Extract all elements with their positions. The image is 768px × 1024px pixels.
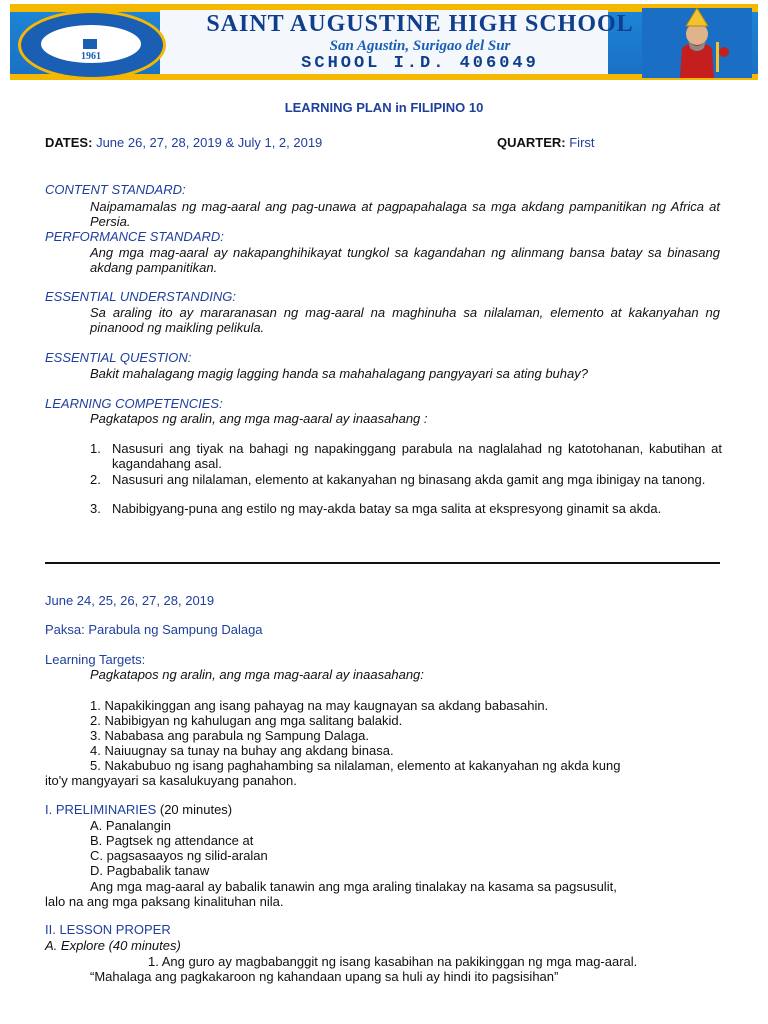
content-standard-text: Naipamamalas ng mag-aaral ang pag-unawa at pagpapahalaga sa mga akdang pampanitikan ng Africa at Persia. (90, 199, 720, 229)
list-item: Nabibigyang-puna ang estilo ng may-akda batay sa mga salita at ekspresyong ginamit sa akda. (112, 501, 662, 516)
prelim-item: C. pagsasaayos ng silid-aralan (90, 848, 268, 863)
quarter-value: First (569, 135, 595, 150)
lesson-proper-heading: II. LESSON PROPER (45, 922, 171, 937)
essential-understanding-heading: ESSENTIAL UNDERSTANDING: (45, 289, 236, 304)
school-id: SCHOOL I.D. 406049 (301, 54, 539, 73)
target-item-continuation: ito'y mangyayari sa kasalukuyang panahon. (45, 773, 297, 788)
seal-year: 1961 (81, 51, 101, 62)
quarter-label: QUARTER: (497, 135, 566, 150)
dates-row (45, 135, 322, 150)
prelim-item: A. Panalangin (90, 818, 171, 833)
prelim-text: Ang mga mag-aaral ay babalik tanawin ang mga araling tinalakay na kasama sa pagsusulit, (90, 879, 617, 894)
list-item-number: 1. (90, 441, 101, 456)
target-item: 5. Nakabubuo ng isang paghahambing sa nilalaman, elemento at kakanyahan ng akda kung (90, 758, 621, 773)
school-seal-logo (18, 10, 166, 80)
prelim-item: D. Pagbabalik tanaw (90, 863, 210, 878)
target-item: 4. Naiuugnay sa tunay na buhay ang akdang binasa. (90, 743, 394, 758)
explore-heading: A. Explore (40 minutes) (45, 938, 181, 953)
target-item: 3. Nababasa ang parabula ng Sampung Dalaga. (90, 728, 369, 743)
explore-quote: “Mahalaga ang pagkakaroon ng kahandaan upang sa huli ay hindi ito pagsisihan” (90, 969, 559, 984)
explore-line: 1. Ang guro ay magbabanggit ng isang kasabihan na pakikinggan ng mga mag-aaral. (148, 954, 638, 969)
essential-question-heading: ESSENTIAL QUESTION: (45, 350, 192, 365)
dates-label: DATES: (45, 135, 93, 150)
preliminaries-time: (20 minutes) (159, 802, 233, 817)
lesson-dates: June 24, 25, 26, 27, 28, 2019 (45, 593, 215, 608)
list-item: Nasusuri ang nilalaman, elemento at kakanyahan ng binasang akda gamit ang mga ibinigay na tanong. (112, 472, 706, 487)
list-item-number: 3. (90, 501, 101, 516)
preliminaries-heading-row (45, 802, 232, 817)
learning-competencies-heading: LEARNING COMPETENCIES: (45, 396, 223, 411)
saint-augustine-portrait-icon (642, 8, 752, 78)
seal-inner-ring (39, 23, 143, 65)
lesson-topic: Paksa: Parabula ng Sampung Dalaga (45, 622, 263, 637)
learning-targets-intro: Pagkatapos ng aralin, ang mga mag-aaral ay inaasahang: (90, 667, 424, 682)
page-title: LEARNING PLAN in FILIPINO 10 (284, 100, 484, 115)
list-item-number: 2. (90, 472, 101, 487)
quarter-row (497, 135, 595, 150)
school-address: San Agustin, Surigao del Sur (329, 38, 511, 54)
prelim-item: B. Pagtsek ng attendance at (90, 833, 254, 848)
essential-question-text: Bakit mahalagang magig lagging handa sa mahahalagang pangyayari sa ating buhay? (90, 366, 588, 381)
school-name: SAINT AUGUSTINE HIGH SCHOOL (206, 11, 634, 37)
dates-value: June 26, 27, 28, 2019 & July 1, 2, 2019 (96, 135, 323, 150)
prelim-text-continuation: lalo na ang mga paksang kinalituhan nila. (45, 894, 284, 909)
target-item: 1. Napakikinggan ang isang pahayag na may kaugnayan sa akdang babasahin. (90, 698, 549, 713)
target-item: 2. Nabibigyan ng kahulugan ang mga salitang balakid. (90, 713, 403, 728)
list-item: Nasusuri ang tiyak na bahagi ng napakinggang parabula na naglalahad ng katotohanan, kabutihan at kagandahang asal. (112, 441, 722, 471)
learning-competencies-intro: Pagkatapos ng aralin, ang mga mag-aaral ay inaasahang : (90, 411, 428, 426)
school-banner (10, 4, 758, 80)
content-standard-heading: CONTENT STANDARD: (45, 182, 186, 197)
book-icon (83, 39, 97, 49)
performance-standard-heading: PERFORMANCE STANDARD: (45, 229, 224, 244)
preliminaries-heading: I. PRELIMINARIES (45, 802, 157, 817)
essential-understanding-text: Sa araling ito ay mararanasan ng mag-aaral na maghinuha sa nilalaman, elemento at kakanyahan ng pinanood ng maikling pelikula. (90, 305, 720, 335)
section-divider (45, 562, 720, 564)
learning-targets-heading: Learning Targets: (45, 652, 146, 667)
performance-standard-text: Ang mga mag-aaral ay nakapanghihikayat tungkol sa kagandahan ng alinmang bansa batay sa binasang akdang pampanitikan. (90, 245, 720, 275)
